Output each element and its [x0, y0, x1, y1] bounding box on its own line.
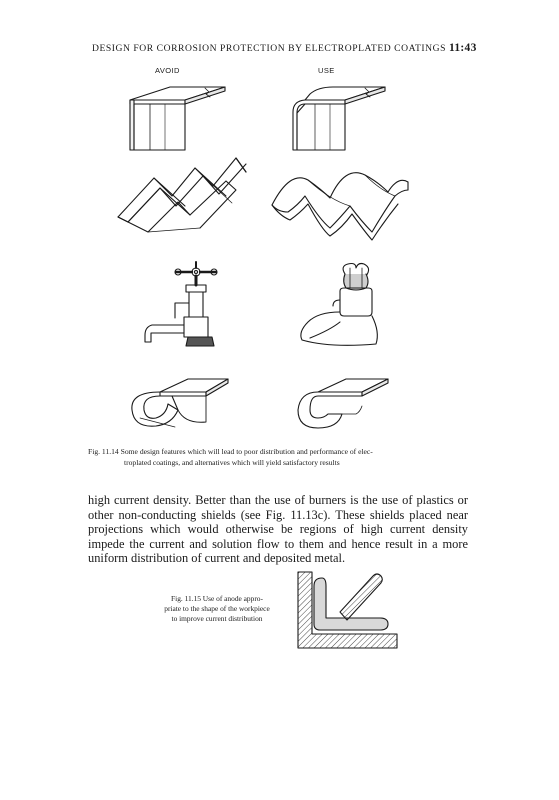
avoid-column-label: AVOID	[155, 66, 180, 75]
rounded-tap	[301, 264, 377, 346]
body-text	[88, 493, 468, 566]
sharp-clip	[132, 379, 228, 427]
use-column-label: USE	[318, 66, 335, 75]
caption-line: Fig. 11.15 Use of anode appro-	[171, 594, 263, 603]
caption-line: troplated coatings, and alternatives which will yield satisfactory results	[124, 457, 340, 467]
rounded-clip	[298, 379, 388, 428]
figure-11-15-caption	[143, 594, 291, 624]
sharp-corrugated-sheet	[118, 158, 246, 232]
page-number: 11:43	[448, 42, 477, 54]
body-paragraph: high current density. Better than the use of burners is the use of plastics or other non-conducting shields (see Fig. 11.13c). These shields placed near projections which would otherwise be regions of high current density impede the current and solution flow to them and hence result in a more uniform distribution of current and deposited metal.	[88, 493, 468, 566]
figure-11-14-caption	[88, 447, 468, 468]
caption-line: to improve current distribution	[171, 614, 263, 623]
rounded-angle-bracket	[293, 87, 385, 150]
caption-line: priate to the shape of the workpiece	[164, 604, 270, 613]
running-title: DESIGN FOR CORROSION PROTECTION BY ELECTROPLATED COATINGS	[92, 43, 449, 54]
caption-line: Fig. 11.14 Some design features which will lead to poor distribution and performance of elec-	[88, 447, 373, 456]
sharp-tap	[145, 262, 217, 346]
rounded-corrugated-sheet	[272, 173, 408, 240]
sharp-angle-bracket	[130, 87, 225, 150]
anode-diagram	[298, 572, 397, 648]
